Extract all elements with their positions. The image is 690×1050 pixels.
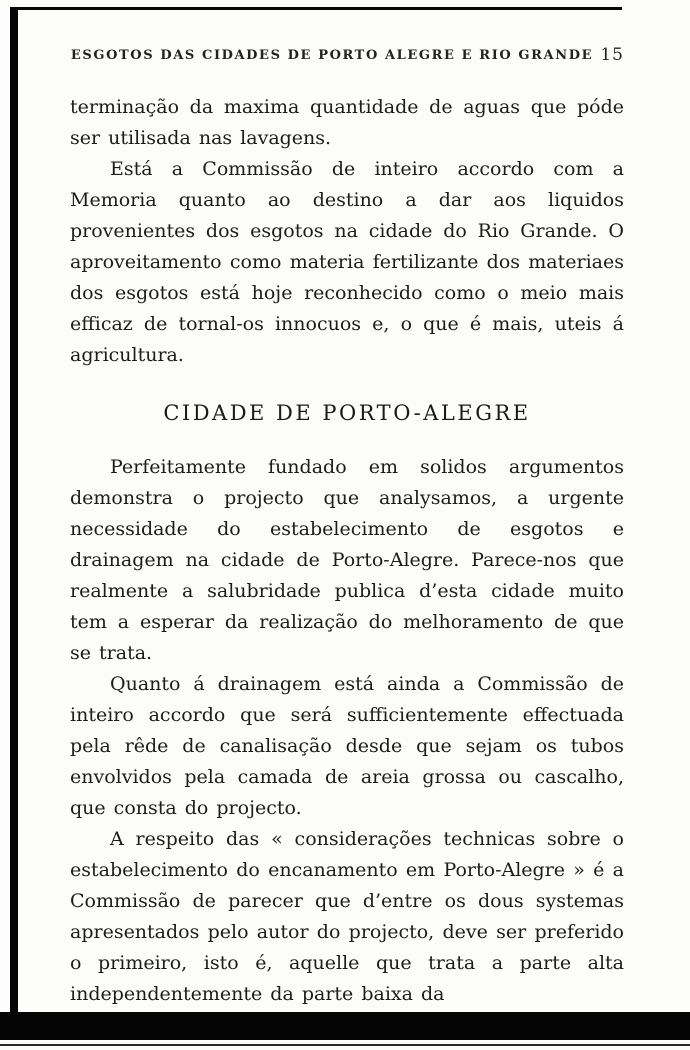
- paragraph: Quanto á drainagem está ainda a Commissão de inteiro accordo que será sufficientemente effectuada pela rêde de canalisação desde que sejam os tubos envolvidos pela camada de areia grossa ou cascalho, que consta do projecto.: [70, 673, 624, 819]
- paragraph-continuation: terminação da maxima quantidade de aguas que póde ser utilisada nas lavagens.: [70, 96, 624, 149]
- running-header: [70, 45, 624, 70]
- scan-edge-bottom-line: [0, 1044, 690, 1046]
- scan-edge-bottom: [0, 1012, 690, 1040]
- page-body: [70, 92, 624, 1010]
- section-heading: CIDADE DE PORTO-ALEGRE: [163, 401, 531, 425]
- running-header-title: ESGOTOS DAS CIDADES DE PORTO ALEGRE E RIO GRANDE: [70, 48, 594, 63]
- scan-edge-left: [10, 7, 18, 1013]
- paragraph: A respeito das « considerações technicas sobre o estabelecimento do encanamento em Porto-Alegre » é a Commissão de parecer que d’entre os dous systemas apresentados pelo autor do projecto, deve ser preferido o primeiro, isto é, aquelle que trata a parte alta independentemente da parte baixa da: [70, 828, 624, 1005]
- page-number: 15: [600, 45, 624, 65]
- paragraph: Perfeitamente fundado em solidos argumentos demonstra o projecto que analysamos, a urgente necessidade do estabelecimento de esgotos e drainagem na cidade de Porto-Alegre. Parece-nos que realmente a salubridade publica d’esta cidade muito tem a esperar da realização do melhoramento de que se trata.: [70, 456, 624, 664]
- paragraph: Está a Commissão de inteiro accordo com a Memoria quanto ao destino a dar aos liquidos provenientes dos esgotos na cidade do Rio Grande. O aproveitamento como materia fertilizante dos materiaes dos esgotos está hoje reconhecido como o meio mais efficaz de tornal-os innocuos e, o que é mais, uteis á agricultura.: [70, 158, 624, 366]
- scan-edge-top: [10, 7, 622, 10]
